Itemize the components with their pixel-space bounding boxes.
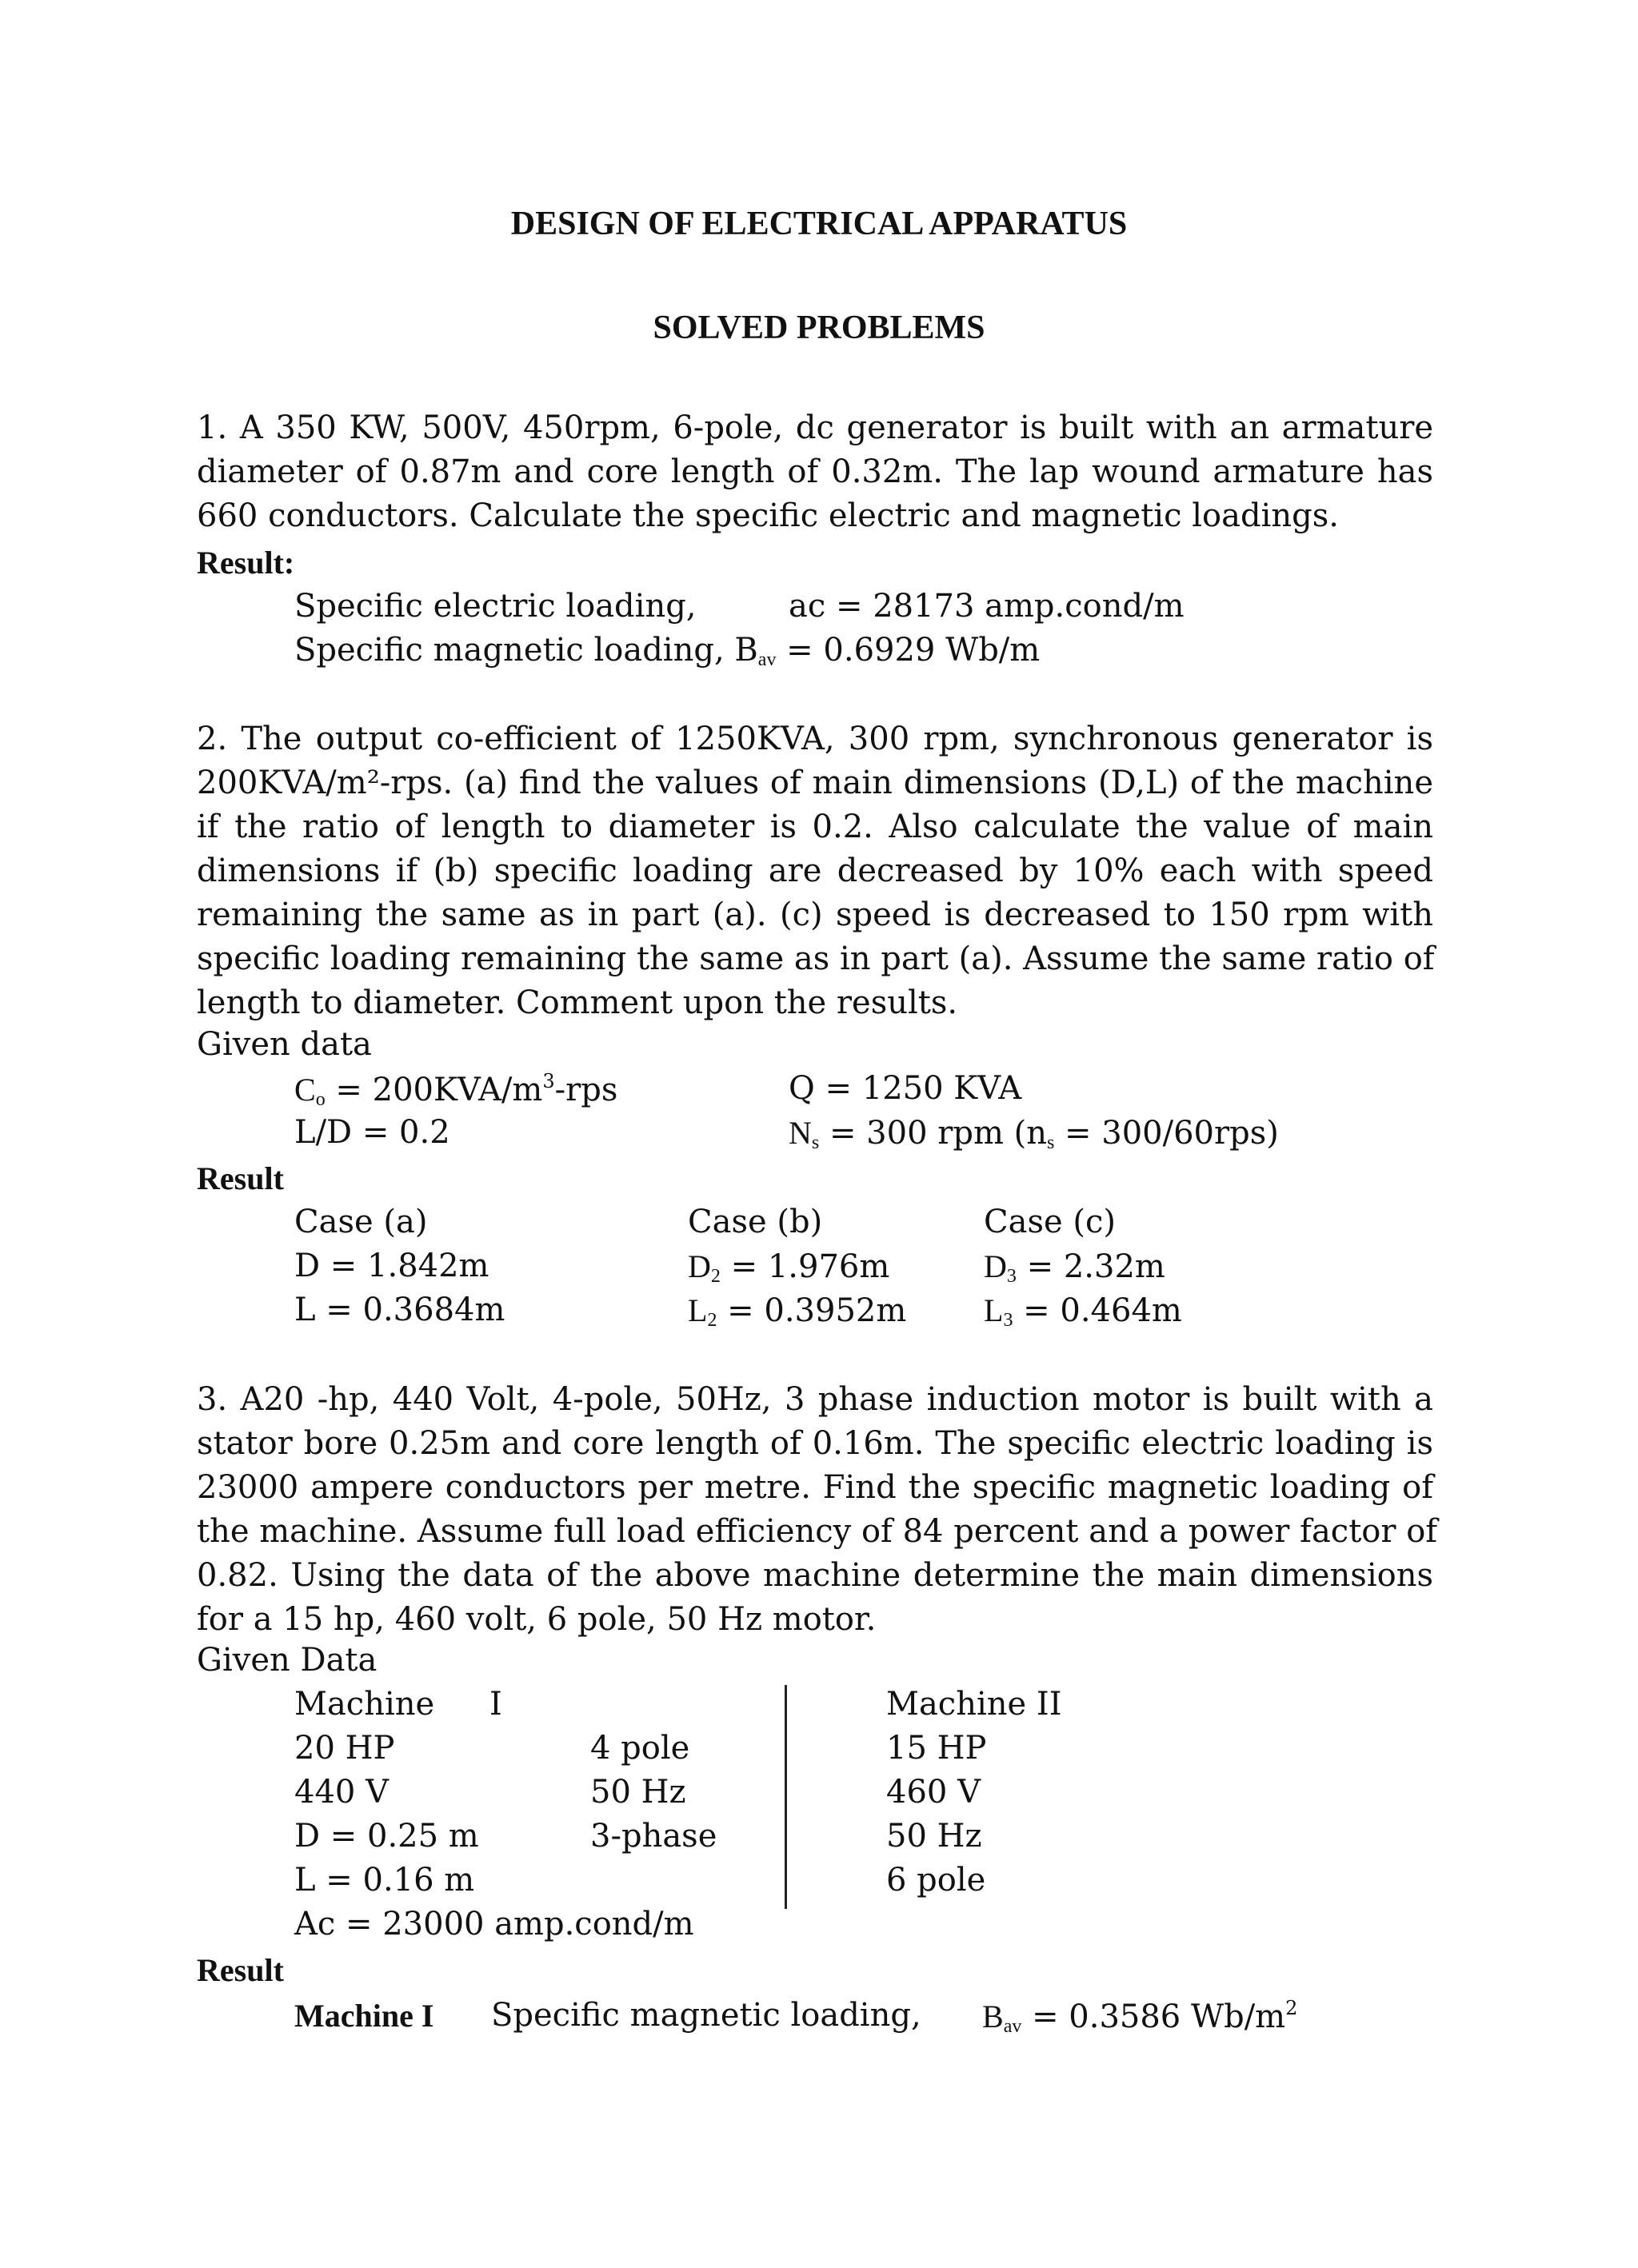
problem-2-line: if the ratio of length to diameter is 0.2. Also calculate the value of main [197, 809, 1433, 845]
result-magnetic-loading-value-3: $B_{av} = 0.3586$ $Wb/m^2$ [982, 1997, 1298, 2037]
machine-1-ac: Ac = 23000 amp.cond/m [294, 1906, 694, 1943]
page-subtitle: SOLVED PROBLEMS [653, 309, 985, 346]
problem-2-line: specific loading remaining the same as in part (a). Assume the same ratio of [197, 940, 1435, 977]
problem-1-statement [197, 406, 1433, 538]
machine-1-heading: Machine [294, 1686, 435, 1723]
result-electric-loading-label: Specific electric loading, [294, 588, 697, 625]
problem-1-line: diameter of 0.87m and core length of 0.32m. The lap wound armature has [197, 453, 1433, 490]
problem-3-line: 3. A20 -hp, 440 Volt, 4-pole, 50Hz, 3 phase induction motor is built with a [197, 1381, 1433, 1418]
problem-2-statement [197, 717, 1433, 1025]
problem-3-result-label: Result [197, 1952, 284, 1988]
problem-1-line: 1. A 350 KW, 500V, 450rpm, 6-pole, dc generator is built with an armature [197, 409, 1433, 446]
problem-3-given-label: Given Data [197, 1642, 378, 1679]
result-magnetic-loading-value: = 0.6929 Wb/m [786, 632, 1041, 669]
result-magnetic-loading-sub: av [757, 649, 777, 670]
problem-2-line: length to diameter. Comment upon the results. [197, 984, 958, 1021]
problem-3-line: stator bore 0.25m and core length of 0.16m. The specific electric loading is [197, 1425, 1433, 1462]
case-c-length: $L_3 = 0.464m$ [984, 1292, 1182, 1331]
machine-1-numeral: I [489, 1686, 502, 1723]
result-machine-1-label: Machine I [294, 1998, 434, 2034]
result-magnetic-loading-label-3: Specific magnetic loading, [491, 1997, 921, 2034]
machine-2-heading: Machine II [886, 1686, 1062, 1723]
problem-2-line: dimensions if (b) specific loading are decreased by 10% each with speed [197, 852, 1433, 889]
machine-1-poles: 4 pole [590, 1730, 690, 1767]
machine-1-length: L = 0.16 m [294, 1862, 475, 1899]
machine-1-diameter: D = 0.25 m [294, 1818, 479, 1855]
case-b-heading: Case (b) [688, 1204, 823, 1240]
problem-3-line: for a 15 hp, 460 volt, 6 pole, 50 Hz motor. [197, 1601, 877, 1638]
machine-2-frequency: 50 Hz [886, 1818, 982, 1855]
given-ld-ratio: L/D = 0.2 [294, 1114, 450, 1151]
given-speed: $N_s = 300$ rpm $(n_s = 300/60rps)$ [789, 1115, 1279, 1153]
case-b-length: $L_2 = 0.3952m$ [688, 1292, 907, 1331]
problem-3-line: 23000 ampere conductors per metre. Find the specific magnetic loading of [197, 1469, 1433, 1506]
problem-2-line: 2. The output co-efficient of 1250KVA, 300 rpm, synchronous generator is [197, 721, 1433, 757]
problem-2-result-label: Result [197, 1160, 284, 1196]
result-magnetic-loading-label: Specific magnetic loading, B [294, 632, 758, 669]
machine-2-voltage: 460 V [886, 1774, 981, 1811]
machine-1-voltage: 440 V [294, 1774, 389, 1811]
machine-divider [785, 1685, 787, 1909]
machine-1-phase: 3-phase [590, 1818, 717, 1855]
problem-1-result-label: Result: [197, 545, 295, 581]
problem-1-line: 660 conductors. Calculate the specific electric and magnetic loadings. [197, 497, 1339, 534]
problem-3-line: the machine. Assume full load efficiency of 84 percent and a power factor of [197, 1513, 1438, 1550]
case-c-diameter: $D_3 = 2.32m$ [984, 1248, 1165, 1287]
problem-2-line: 200KVA/m²-rps. (a) find the values of main dimensions (D,L) of the machine [197, 765, 1433, 801]
machine-1-frequency: 50 Hz [590, 1774, 686, 1811]
result-electric-loading-value: ac = 28173 amp.cond/m [789, 588, 1185, 625]
given-output-coefficient: $C_o = 200KVA/m^3-rps$ [294, 1070, 618, 1110]
page-title: DESIGN OF ELECTRICAL APPARATUS [510, 206, 1128, 242]
problem-3-statement [197, 1378, 1438, 1642]
case-b-diameter: $D_2 = 1.976m$ [688, 1248, 890, 1287]
case-a-heading: Case (a) [294, 1204, 428, 1240]
problem-2-given-label: Given data [197, 1026, 372, 1063]
machine-2-power: 15 HP [886, 1730, 987, 1767]
machine-2-poles: 6 pole [886, 1862, 986, 1899]
machine-1-power: 20 HP [294, 1730, 395, 1767]
case-a-length: L = 0.3684m [294, 1292, 505, 1328]
given-rating: Q = 1250 KVA [789, 1070, 1022, 1107]
case-a-diameter: D = 1.842m [294, 1248, 489, 1284]
problem-2-line: remaining the same as in part (a). (c) speed is decreased to 150 rpm with [197, 896, 1433, 933]
result-magnetic-loading [294, 632, 1040, 671]
problem-3-line: 0.82. Using the data of the above machine determine the main dimensions [197, 1557, 1433, 1594]
case-c-heading: Case (c) [984, 1204, 1116, 1240]
